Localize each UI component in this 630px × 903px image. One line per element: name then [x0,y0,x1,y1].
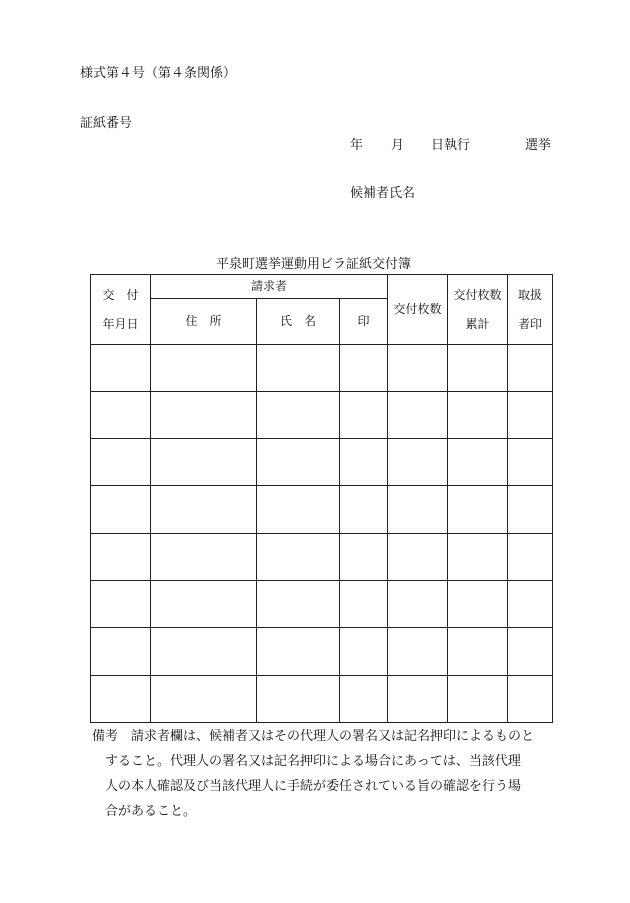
form-number: 様式第４号（第４条関係） [80,66,237,81]
cell [91,392,151,439]
header-issue-date [91,275,151,345]
cell [448,439,508,486]
cell [340,392,388,439]
cell [388,392,448,439]
table-row [91,628,553,676]
cell [91,486,151,534]
stamp-number-label: 証紙番号 [80,116,133,131]
cell [448,581,508,628]
table-row [91,345,553,392]
cell [340,581,388,628]
cell [151,439,257,486]
cell [388,581,448,628]
cell [388,439,448,486]
cell [91,439,151,486]
header-name: 氏 名 [257,299,340,345]
cell [91,628,151,676]
header-spacer [448,303,507,317]
cell [388,676,448,723]
cell [388,486,448,534]
cell [508,581,553,628]
cell [448,486,508,534]
notes-line-3: 人の本人確認及び当該代理人に手続が委任されている旨の確認を行う場 [105,779,522,794]
cell [388,534,448,581]
cell [508,534,553,581]
table-row [91,676,553,723]
table-row [91,439,553,486]
cell [340,628,388,676]
candidate-name-label: 候補者氏名 [350,186,416,201]
cell [508,628,553,676]
cell [448,628,508,676]
notes-line-1: 請求者欄は、候補者又はその代理人の署名又は記名押印によるものと [131,729,535,744]
header-handler-seal [508,275,553,345]
cell [508,392,553,439]
table-title: 平泉町選挙運動用ビラ証紙交付簿 [216,257,412,272]
cell [508,486,553,534]
stamp-issue-ledger-table [90,274,553,723]
header-cumulative-line2: 累計 [465,316,490,331]
cell [257,581,340,628]
table-row [91,534,553,581]
cell [340,439,388,486]
cell [340,676,388,723]
cell [340,345,388,392]
cell [508,439,553,486]
cell [151,345,257,392]
cell [508,345,553,392]
header-issue-date-line1: 交 付 [102,287,139,302]
cell [257,392,340,439]
header-handler-line2: 者印 [518,316,543,331]
cell [151,628,257,676]
cell [257,439,340,486]
header-seal: 印 [340,299,388,345]
cell [151,486,257,534]
cell [388,345,448,392]
cell [508,676,553,723]
cell [91,581,151,628]
header-spacer [91,303,150,317]
date-day-label: 日執行 [431,138,471,153]
cell [448,676,508,723]
cell [91,534,151,581]
header-address: 住 所 [151,299,257,345]
cell [151,581,257,628]
header-requester: 請求者 [151,275,388,299]
header-handler-line1: 取扱 [518,287,543,302]
cell [340,534,388,581]
cell [151,392,257,439]
cell [151,676,257,723]
notes-line-4: 合があること。 [105,804,197,819]
cell [448,534,508,581]
header-issue-count: 交付枚数 [388,275,448,345]
cell [257,676,340,723]
cell [448,345,508,392]
cell [257,628,340,676]
cell [91,676,151,723]
table-row [91,392,553,439]
cell [388,628,448,676]
header-cumulative-count [448,275,508,345]
cell [340,486,388,534]
notes-line-2: すること。代理人の署名又は記名押印による場合にあっては、当該代理 [105,754,521,769]
cell [91,345,151,392]
date-year-label: 年 [350,138,364,153]
header-spacer [508,303,552,317]
election-label: 選挙 [525,138,552,153]
table-row [91,581,553,628]
cell [257,534,340,581]
cell [257,345,340,392]
header-issue-date-line2: 年月日 [102,316,139,331]
notes-label: 備考 [92,729,119,744]
cell [151,534,257,581]
cell [257,486,340,534]
date-month-label: 月 [391,138,405,153]
header-cumulative-line1: 交付枚数 [453,287,502,302]
cell [448,392,508,439]
table-row [91,486,553,534]
